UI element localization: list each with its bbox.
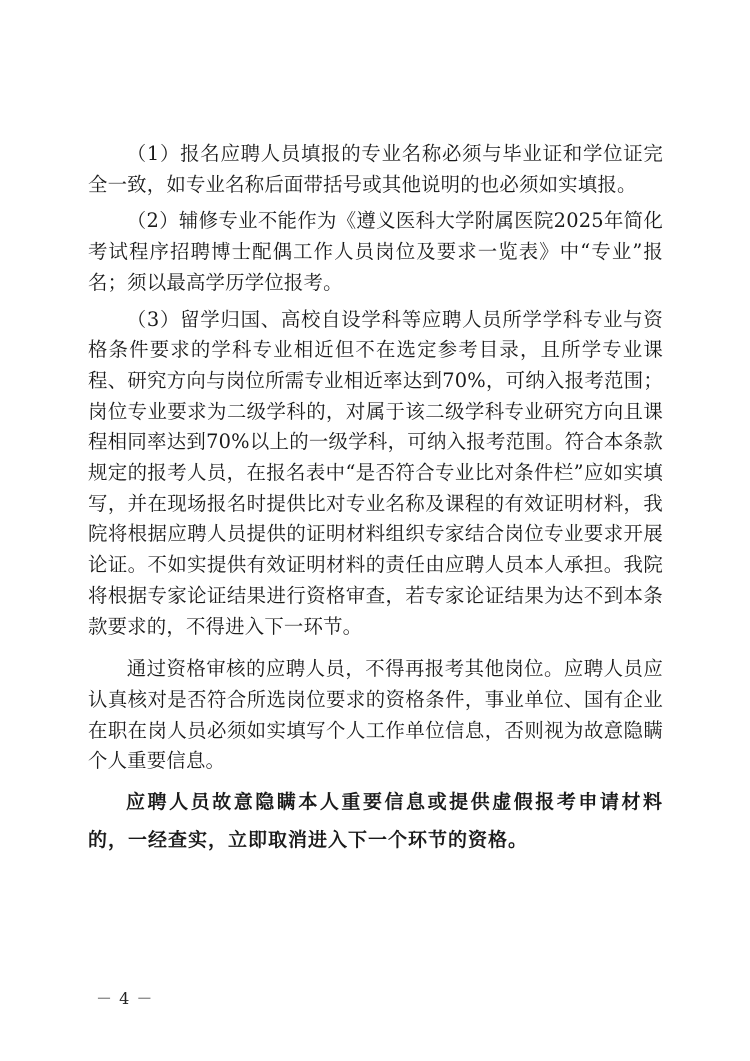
- paragraph-spacer: [88, 642, 663, 654]
- paragraph-qualification-review: 通过资格审核的应聘人员，不得再报考其他岗位。应聘人员应认真核对是否符合所选岗位要求的资格条件，事业单位、国有企业在职在岗人员必须如实填写个人工作单位信息，否则视为故意隐瞒个人重要信息。: [88, 657, 663, 773]
- paragraph-major-name-rule: （1）报名应聘人员填报的专业名称必须与毕业证和学位证完全一致，如专业名称后面带括号或其他说明的也必须如实填报。: [88, 142, 663, 196]
- document-body: [88, 139, 663, 859]
- paragraph-false-information-warning: 应聘人员故意隐瞒本人重要信息或提供虚假报考申请材料的，一经查实，立即取消进入下一个环节的资格。: [88, 791, 663, 852]
- paragraph-overseas-study-rule: （3）留学归国、高校自设学科等应聘人员所学学科专业与资格条件要求的学科专业相近但不在选定参考目录，且所学专业课程、研究方向与岗位所需专业相近率达到70%，可纳入报考范围；岗位专业要求为二级学科的，对属于该二级学科专业研究方向且课程相同率达到70%以上的一级学科，可纳入报考范围。符合本条款规定的报考人员，在报名表中“是否符合专业比对条件栏”应如实填写，并在现场报名时提供比对专业名称及课程的有效证明材料，我院将根据应聘人员提供的证明材料组织专家结合岗位专业要求开展论证。不如实提供有效证明材料的责任由应聘人员本人承担。我院将根据专家论证结果进行资格审查，若专家论证结果为达不到本条款要求的，不得进入下一环节。: [88, 307, 663, 638]
- page-number: － 4 －: [96, 989, 154, 1008]
- paragraph-minor-major-rule: （2）辅修专业不能作为《遵义医科大学附属医院2025年简化考试程序招聘博士配偶工作人员岗位及要求一览表》中“专业”报名；须以最高学历学位报考。: [88, 209, 663, 294]
